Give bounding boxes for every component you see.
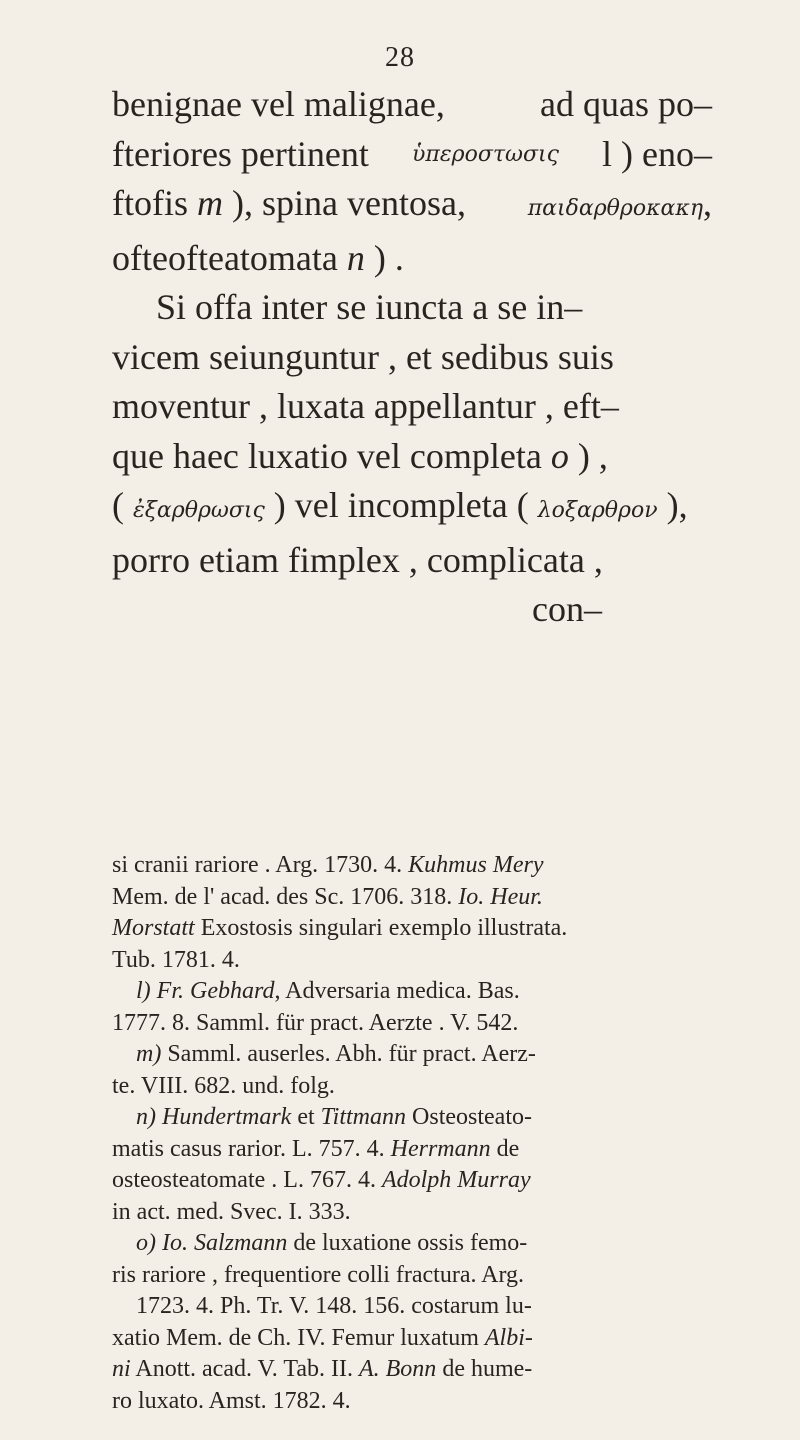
text-line xyxy=(112,283,712,333)
text: de xyxy=(496,1135,520,1162)
footnote-line xyxy=(112,945,712,977)
footnote-line xyxy=(112,1071,712,1103)
text: porro etiam fimplex , complicata , xyxy=(112,539,603,580)
text: 1777. 8. Samml. für pract. Aerzte . V. 542. xyxy=(112,1009,519,1036)
catchword: con– xyxy=(532,589,602,629)
footnote-line xyxy=(112,976,712,1008)
footnote-line xyxy=(112,913,712,945)
text: te. VIII. 682. und. folg. xyxy=(112,1072,335,1099)
text-line xyxy=(112,333,712,383)
text: , xyxy=(703,183,712,223)
author-name: ni xyxy=(112,1356,131,1382)
author-name: A. Bonn xyxy=(358,1356,437,1382)
text: Tub. 1781. 4. xyxy=(112,946,240,973)
greek-word: ἐξαρθρωσις xyxy=(133,498,265,523)
text: ), xyxy=(666,485,688,525)
greek-word: λοξαρθρον xyxy=(537,498,658,523)
author-name: Io. Heur. xyxy=(458,883,543,910)
footnote-marker: m xyxy=(197,183,223,223)
author-name: Herrmann xyxy=(390,1135,491,1162)
text: vicem seiunguntur , et sedibus suis xyxy=(112,336,614,377)
author-name: Io. Salzmann xyxy=(162,1230,288,1256)
text-line xyxy=(112,234,712,284)
author-name: Tittmann xyxy=(320,1104,407,1130)
text: Samml. auserles. Abh. für pract. Aerz- xyxy=(167,1041,536,1067)
footnote-line xyxy=(112,1291,712,1323)
text-line xyxy=(112,179,712,234)
text: ro luxato. Amst. 1782. 4. xyxy=(112,1387,351,1414)
greek-word: παιδαρθροκακη xyxy=(527,196,703,221)
text: ( xyxy=(112,485,124,525)
main-text xyxy=(112,80,712,635)
text-line xyxy=(112,130,712,180)
text: benignae vel malignae xyxy=(112,84,436,124)
footnote-marker: o xyxy=(550,435,569,476)
text: xatio Mem. de Ch. IV. Femur luxatum xyxy=(112,1324,479,1351)
text-line xyxy=(112,536,712,586)
footnote-line xyxy=(112,1260,712,1292)
text: Osteosteato- xyxy=(412,1104,532,1130)
text: 1723. 4. Ph. Tr. V. 148. 156. costarum lu- xyxy=(136,1293,532,1319)
author-name: Morstatt xyxy=(112,915,195,941)
footnote-line xyxy=(112,1039,712,1071)
text: de luxatione ossis femo- xyxy=(293,1230,528,1256)
footnote-marker: l) xyxy=(136,978,151,1004)
footnote-marker: n) xyxy=(136,1104,156,1130)
text: Mem. de l' acad. des Sc. 1706. 318. xyxy=(112,883,453,910)
text: que haec luxatio vel completa xyxy=(112,435,542,476)
text-line xyxy=(112,432,712,482)
footnote-line xyxy=(112,850,712,882)
text: fteriores pertinent xyxy=(112,133,369,174)
text: in act. med. Svec. I. 333. xyxy=(112,1198,351,1225)
text: ftofis xyxy=(112,183,188,223)
footnote-marker: n xyxy=(346,237,365,278)
footnotes xyxy=(112,850,712,1417)
footnote-line xyxy=(112,1228,712,1260)
text: si cranii rariore . Arg. 1730. 4. xyxy=(112,852,403,878)
text-line xyxy=(112,585,712,635)
author-name: Hundertmark xyxy=(162,1104,292,1130)
text: ), spina ventosa, xyxy=(232,183,466,223)
text-line xyxy=(112,481,712,536)
text-line xyxy=(112,80,712,130)
footnote-line xyxy=(112,1165,712,1197)
footnote-line xyxy=(112,1354,712,1386)
footnote-marker: m) xyxy=(136,1041,162,1067)
footnote-line xyxy=(112,1386,712,1418)
footnote-line xyxy=(112,1008,712,1040)
text: et xyxy=(297,1104,315,1130)
greek-word: ὑπεροστωσις xyxy=(412,141,559,167)
footnote-line xyxy=(112,1323,712,1355)
text: Anott. acad. V. Tab. II. xyxy=(135,1356,353,1382)
page-number: 28 xyxy=(385,42,415,73)
text: ris rariore , frequentiore colli fractura. Arg. xyxy=(112,1261,525,1288)
text: ad quas po– xyxy=(540,84,712,124)
footnote-line xyxy=(112,1102,712,1134)
footnote-line xyxy=(112,1134,712,1166)
author-name: Albi- xyxy=(484,1324,533,1351)
footnote-line xyxy=(112,882,712,914)
text: ) vel incompleta ( xyxy=(273,485,529,525)
text: matis casus rarior. L. 757. 4. xyxy=(112,1135,385,1162)
text: ) , xyxy=(577,435,608,476)
text: ofteofteatomata xyxy=(112,237,338,278)
footnote-marker: o) xyxy=(136,1230,156,1256)
text-line xyxy=(112,382,712,432)
text: de hume- xyxy=(442,1356,533,1382)
text: , xyxy=(435,84,445,124)
author-name: Kuhmus Mery xyxy=(408,852,544,878)
text: osteosteatomate . L. 767. 4. xyxy=(112,1167,376,1193)
text: l ) eno– xyxy=(602,133,712,174)
text: , Adversaria medica. Bas. xyxy=(274,978,520,1004)
text: Si offa inter se iuncta a se in– xyxy=(156,287,583,327)
footnote-line xyxy=(112,1197,712,1229)
text: moventur , luxata appellantur , eft– xyxy=(112,386,619,426)
author-name: Fr. Gebhard xyxy=(156,978,275,1004)
author-name: Adolph Murray xyxy=(381,1167,531,1193)
text: ) . xyxy=(373,237,404,278)
text: Exostosis singulari exemplo illustrata. xyxy=(200,915,568,941)
